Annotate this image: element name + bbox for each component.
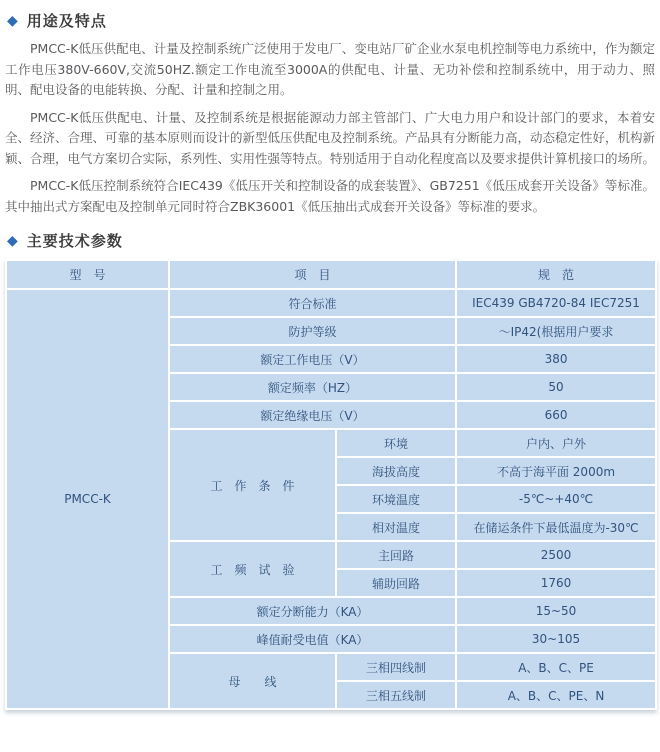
sub-item-cell: 海拔高度 <box>336 457 456 485</box>
paragraph-standards: PMCC-K低压控制系统符合IEC439《低压开关和控制设备的成套装置》、GB7251《低压成套开关设备》等标准。其中抽出式方案配电及控制单元同时符合ZBK36001《低压抽出式成套开关设备》等标准的要求。 <box>5 178 655 214</box>
sub-item-cell: 辅助回路 <box>336 569 456 597</box>
header-item: 项 目 <box>169 260 456 289</box>
spec-cell: 50 <box>456 373 656 401</box>
header-spec: 规 范 <box>456 260 656 289</box>
spec-cell: 户内、户外 <box>456 429 656 457</box>
section-heading-parameters <box>7 230 655 251</box>
spec-cell: IEC439 GB4720-84 IEC7251 <box>456 289 656 317</box>
spec-cell: -5℃~+40℃ <box>456 485 656 513</box>
sub-item-cell: 环境温度 <box>336 485 456 513</box>
sub-item-cell: 相对温度 <box>336 513 456 541</box>
spec-cell: 30~105 <box>456 625 656 653</box>
spec-cell: A、B、C、PE、N <box>456 681 656 709</box>
spec-cell: 不高于海平面 2000m <box>456 457 656 485</box>
spec-cell: 在储运条件下最低温度为-30℃ <box>456 513 656 541</box>
diamond-bullet-icon: ◆ <box>7 12 19 29</box>
section-heading-features <box>7 10 655 31</box>
spec-cell: ～IP42(根据用户要求 <box>456 317 656 345</box>
item-cell: 额定分断能力（KA） <box>169 597 456 625</box>
paragraph-usage: PMCC-K低压供配电、计量及控制系统广泛使用于发电厂、变电站厂矿企业水泵电机控制等电力系统中，作为额定工作电压380V-660V,交流50HZ.额定工作电流至3000A的供配电、计量、无功补偿和控制系统中，用于动力、照明、配电设备的电能转换、分配、计量和控制之用。 <box>5 41 655 97</box>
sub-item-cell: 主回路 <box>336 541 456 569</box>
section-title: 用途及特点 <box>26 12 107 30</box>
group-cell-working-conditions: 工 作 条 件 <box>169 429 336 541</box>
sub-item-cell: 环境 <box>336 429 456 457</box>
table-row <box>6 289 656 317</box>
item-cell: 防护等级 <box>169 317 456 345</box>
sub-item-cell: 三相四线制 <box>336 653 456 681</box>
item-cell: 符合标准 <box>169 289 456 317</box>
spec-cell: 660 <box>456 401 656 429</box>
group-cell-busbar: 母 线 <box>169 653 336 709</box>
spec-cell: 2500 <box>456 541 656 569</box>
spec-cell: 380 <box>456 345 656 373</box>
item-cell: 额定绝缘电压（V） <box>169 401 456 429</box>
section-title: 主要技术参数 <box>26 232 123 250</box>
spec-table <box>5 259 657 710</box>
item-cell: 额定频率（HZ） <box>169 373 456 401</box>
item-cell: 额定工作电压（V） <box>169 345 456 373</box>
sub-item-cell: 三相五线制 <box>336 681 456 709</box>
spec-cell: 15~50 <box>456 597 656 625</box>
group-cell-frequency-test: 工 频 试 验 <box>169 541 336 597</box>
diamond-bullet-icon: ◆ <box>7 232 19 249</box>
item-cell: 峰值耐受电值（KA） <box>169 625 456 653</box>
spacer <box>5 224 655 228</box>
model-cell: PMCC-K <box>6 289 169 709</box>
spec-cell: 1760 <box>456 569 656 597</box>
paragraph-design: PMCC-K低压供配电、计量、及控制系统是根据能源动力部主管部门、广大电力用户和设计部门的要求，本着安全、经济、合理、可靠的基本原则而设计的新型低压供配电及控制系统。产品具有分断能力高，动态稳定性好，机构新颖、合理，电气方案切合实际，系列性、实用性强等特点。特别适用于自动化程度高以及要求提供计算机接口的场所。 <box>5 109 656 166</box>
spec-cell: A、B、C、PE <box>456 653 656 681</box>
header-model: 型 号 <box>6 260 169 289</box>
table-header-row <box>6 260 656 289</box>
